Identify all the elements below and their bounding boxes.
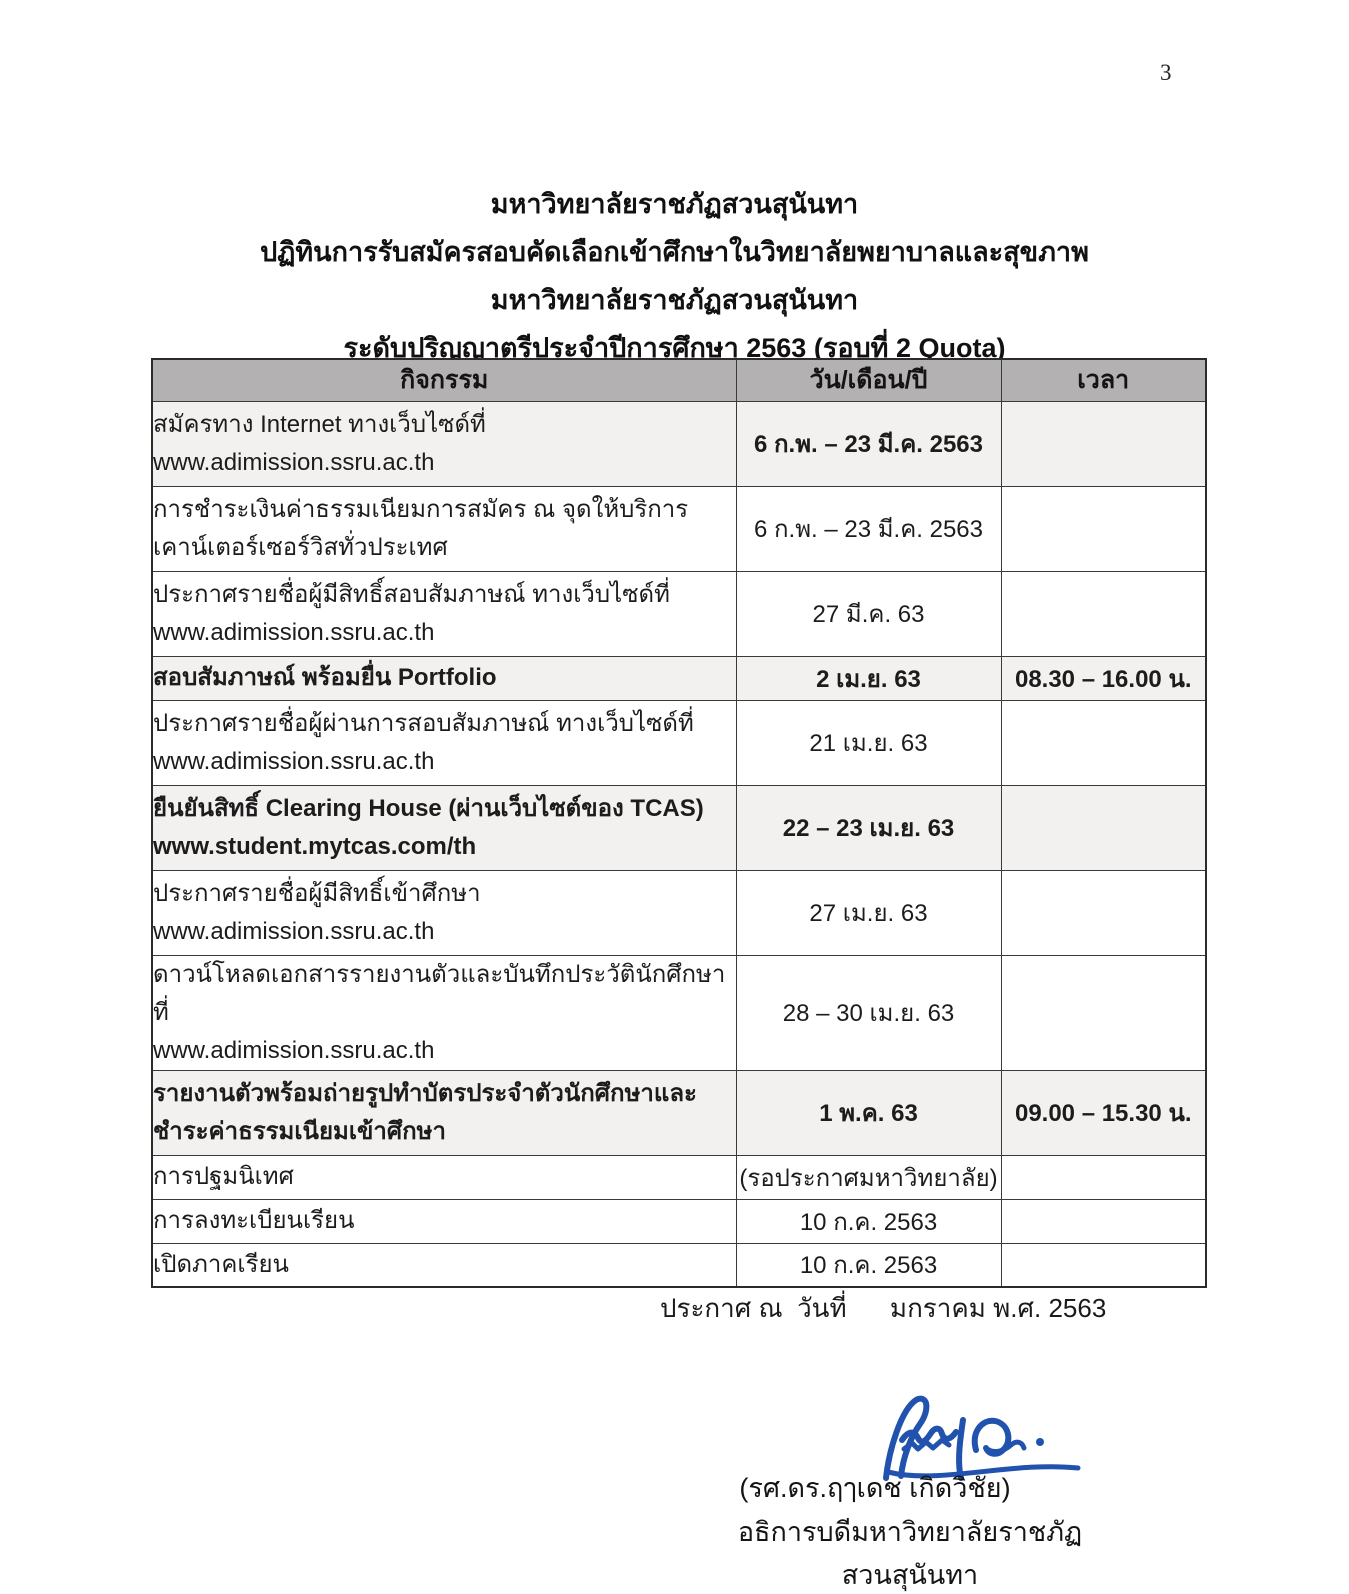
table-row (152, 785, 1206, 870)
activity-cell (152, 1070, 736, 1155)
date-cell: 1 พ.ค. 63 (736, 1070, 1001, 1155)
column-header-activity: กิจกรรม (152, 359, 736, 401)
document-title (0, 180, 1349, 372)
activity-line: www.adimission.ssru.ac.th (153, 448, 435, 476)
date-cell: 22 – 23 เม.ย. 63 (736, 785, 1001, 870)
date-cell: 21 เม.ย. 63 (736, 700, 1001, 785)
column-header-date: วัน/เดือน/ปี (736, 359, 1001, 401)
activity-line: เคาน์เตอร์เซอร์วิสทั่วประเทศ (153, 533, 448, 561)
time-cell (1001, 870, 1206, 955)
time-cell (1001, 486, 1206, 571)
time-cell (1001, 1199, 1206, 1243)
date-cell: 27 มี.ค. 63 (736, 571, 1001, 656)
table-row (152, 1199, 1206, 1243)
table-row (152, 700, 1206, 785)
activity-line: www.adimission.ssru.ac.th (153, 747, 435, 775)
time-cell: 09.00 – 15.30 น. (1001, 1070, 1206, 1155)
time-cell (1001, 785, 1206, 870)
date-cell: 10 ก.ค. 2563 (736, 1243, 1001, 1287)
activity-cell (152, 401, 736, 486)
announcement-line: ประกาศ ณ วันที่ มกราคม พ.ศ. 2563 (660, 1293, 1107, 1323)
activity-line: การลงทะเบียนเรียน (153, 1207, 355, 1234)
date-cell: (รอประกาศมหาวิทยาลัย) (736, 1155, 1001, 1199)
activity-line: ประกาศรายชื่อผู้มีสิทธิ์สอบสัมภาษณ์ ทางเว็บไซด์ที่ (153, 580, 670, 608)
title-line: มหาวิทยาลัยราชภัฏสวนสุนันทา (490, 285, 859, 315)
table-row (152, 486, 1206, 571)
table-row (152, 401, 1206, 486)
date-cell: 6 ก.พ. – 23 มี.ค. 2563 (736, 486, 1001, 571)
activity-cell (152, 656, 736, 700)
date-cell: 27 เม.ย. 63 (736, 870, 1001, 955)
time-cell (1001, 955, 1206, 1070)
page-number: 3 (1160, 60, 1172, 85)
time-cell (1001, 700, 1206, 785)
column-header-time: เวลา (1001, 359, 1206, 401)
time-cell (1001, 1155, 1206, 1199)
activity-cell (152, 1243, 736, 1287)
signer-title: อธิการบดีมหาวิทยาลัยราชภัฏสวนสุนันทา (737, 1517, 1083, 1590)
title-line: ระดับปริญญาตรีประจำปีการศึกษา 2563 (รอบที่ 2 Quota) (343, 333, 1006, 363)
activity-line: การชำระเงินค่าธรรมเนียมการสมัคร ณ จุดให้บริการ (153, 495, 689, 523)
activity-cell (152, 486, 736, 571)
activity-line: สอบสัมภาษณ์ พร้อมยื่น Portfolio (153, 664, 497, 691)
table-row (152, 955, 1206, 1070)
table-row (152, 1070, 1206, 1155)
table-row (152, 870, 1206, 955)
activity-cell (152, 785, 736, 870)
activity-cell (152, 1199, 736, 1243)
activity-cell (152, 700, 736, 785)
activity-line: www.student.mytcas.com/th (153, 832, 477, 860)
activity-line: ยืนยันสิทธิ์ Clearing House (ผ่านเว็บไซต์ของ TCAS) (153, 794, 704, 822)
activity-line: www.adimission.ssru.ac.th (153, 1036, 435, 1064)
table-row (152, 571, 1206, 656)
date-cell: 10 ก.ค. 2563 (736, 1199, 1001, 1243)
time-cell (1001, 1243, 1206, 1287)
title-line: ปฏิทินการรับสมัครสอบคัดเลือกเข้าศึกษาในวิทยาลัยพยาบาลและสุขภาพ (260, 237, 1089, 267)
date-cell: 2 เม.ย. 63 (736, 656, 1001, 700)
activity-line: ประกาศรายชื่อผู้ผ่านการสอบสัมภาษณ์ ทางเว็บไซด์ที่ (153, 709, 694, 737)
activity-line: เปิดภาคเรียน (153, 1250, 289, 1278)
time-cell (1001, 571, 1206, 656)
activity-line: รายงานตัวพร้อมถ่ายรูปทำบัตรประจำตัวนักศึกษาและ (153, 1079, 697, 1107)
activity-line: ชำระค่าธรรมเนียมเข้าศึกษา (153, 1117, 446, 1145)
date-cell: 6 ก.พ. – 23 มี.ค. 2563 (736, 401, 1001, 486)
time-cell (1001, 401, 1206, 486)
activity-line: การปฐมนิเทศ (153, 1163, 294, 1190)
activity-line: www.adimission.ssru.ac.th (153, 618, 435, 646)
time-cell: 08.30 – 16.00 น. (1001, 656, 1206, 700)
admission-calendar-table (151, 358, 1207, 1288)
activity-line: www.adimission.ssru.ac.th (153, 917, 435, 945)
date-cell: 28 – 30 เม.ย. 63 (736, 955, 1001, 1070)
signer-name: (รศ.ดร.ฤๅเดช เกิดวิชัย) (739, 1473, 1011, 1503)
activity-line: ดาวน์โหลดเอกสารรายงานตัวและบันทึกประวัตินักศึกษา ที่ (153, 960, 726, 1026)
activity-cell (152, 955, 736, 1070)
table-row (152, 656, 1206, 700)
title-line: มหาวิทยาลัยราชภัฏสวนสุนันทา (490, 189, 859, 219)
table-row (152, 1243, 1206, 1287)
table-row (152, 1155, 1206, 1199)
activity-line: สมัครทาง Internet ทางเว็บไซด์ที่ (153, 410, 486, 438)
activity-line: ประกาศรายชื่อผู้มีสิทธิ์เข้าศึกษา (153, 879, 481, 907)
table-header-row (152, 359, 1206, 401)
activity-cell (152, 571, 736, 656)
activity-cell (152, 1155, 736, 1199)
activity-cell (152, 870, 736, 955)
